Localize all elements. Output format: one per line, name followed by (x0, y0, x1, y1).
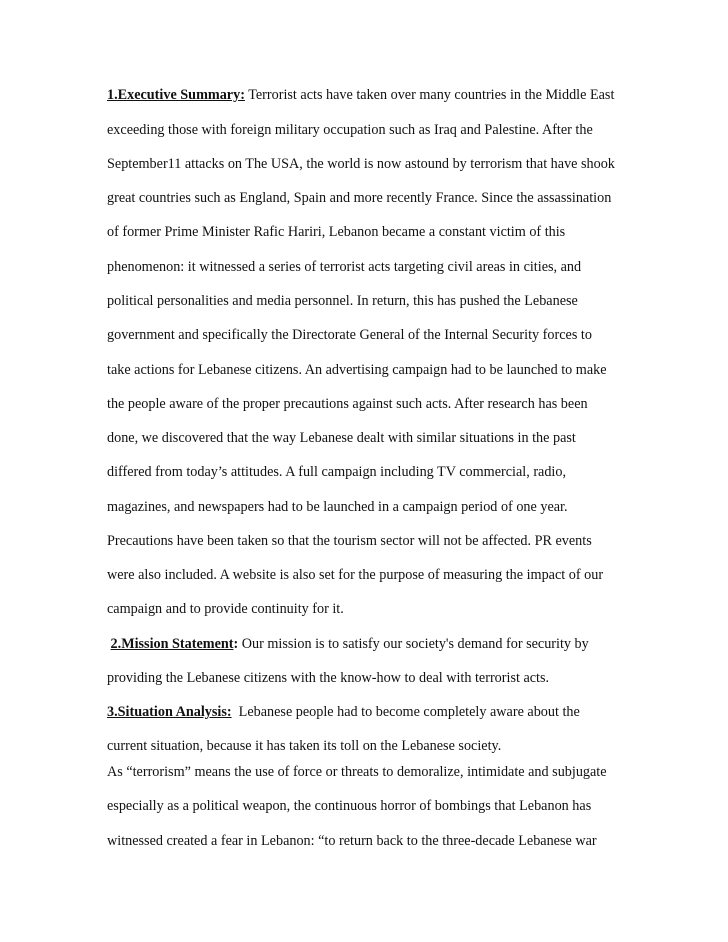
paragraph-line: magazines, and newspapers had to be launched in a campaign period of one year. (107, 499, 568, 515)
paragraph-line: providing the Lebanese citizens with the know-how to deal with terrorist acts. (107, 670, 550, 686)
paragraph-line: government and specifically the Directorate General of the Internal Security forces to (107, 327, 592, 343)
situation-analysis-heading: 3.Situation Analysis: (107, 704, 232, 720)
paragraph-line: witnessed created a fear in Lebanon: “to return back to the three-decade Lebanese war (107, 833, 597, 849)
situation-analysis-line-1 (107, 703, 667, 721)
paragraph-line: phenomenon: it witnessed a series of terrorist acts targeting civil areas in cities, and (107, 259, 582, 275)
executive-summary-heading: 1.Executive Summary: (107, 87, 245, 103)
paragraph-line: exceeding those with foreign military occupation such as Iraq and Palestine. After the (107, 122, 593, 138)
paragraph-line: the people aware of the proper precautions against such acts. After research has been (107, 396, 588, 412)
paragraph-line: of former Prime Minister Rafic Hariri, Lebanon became a constant victim of this (107, 224, 566, 240)
mission-statement-colon: : (233, 636, 239, 652)
paragraph-line: differed from today’s attitudes. A full campaign including TV commercial, radio, (107, 464, 567, 480)
executive-summary-text: Terrorist acts have taken over many countries in the Middle East (244, 87, 615, 103)
paragraph-line: especially as a political weapon, the continuous horror of bombings that Lebanon has (107, 798, 592, 814)
paragraph-line: As “terrorism” means the use of force or threats to demoralize, intimidate and subjugate (107, 764, 607, 780)
paragraph-line: done, we discovered that the way Lebanese dealt with similar situations in the past (107, 430, 576, 446)
paragraph-line: political personalities and media personnel. In return, this has pushed the Lebanese (107, 293, 578, 309)
mission-statement-line-1 (107, 635, 667, 653)
mission-statement-text: Our mission is to satisfy our society's demand for security by (238, 636, 589, 652)
paragraph-line: take actions for Lebanese citizens. An advertising campaign had to be launched to make (107, 362, 607, 378)
paragraph-line: Precautions have been taken so that the tourism sector will not be affected. PR events (107, 533, 592, 549)
mission-statement-heading: 2.Mission Statement (110, 636, 234, 652)
paragraph-line: September11 attacks on The USA, the world is now astound by terrorism that have shook (107, 156, 615, 172)
paragraph-line: campaign and to provide continuity for it. (107, 601, 344, 617)
paragraph-line: current situation, because it has taken its toll on the Lebanese society. (107, 738, 502, 754)
situation-analysis-text: Lebanese people had to become completely aware about the (231, 704, 580, 720)
executive-summary-line-1 (107, 86, 667, 104)
paragraph-line: great countries such as England, Spain and more recently France. Since the assassination (107, 190, 612, 206)
paragraph-line: were also included. A website is also set for the purpose of measuring the impact of our (107, 567, 604, 583)
